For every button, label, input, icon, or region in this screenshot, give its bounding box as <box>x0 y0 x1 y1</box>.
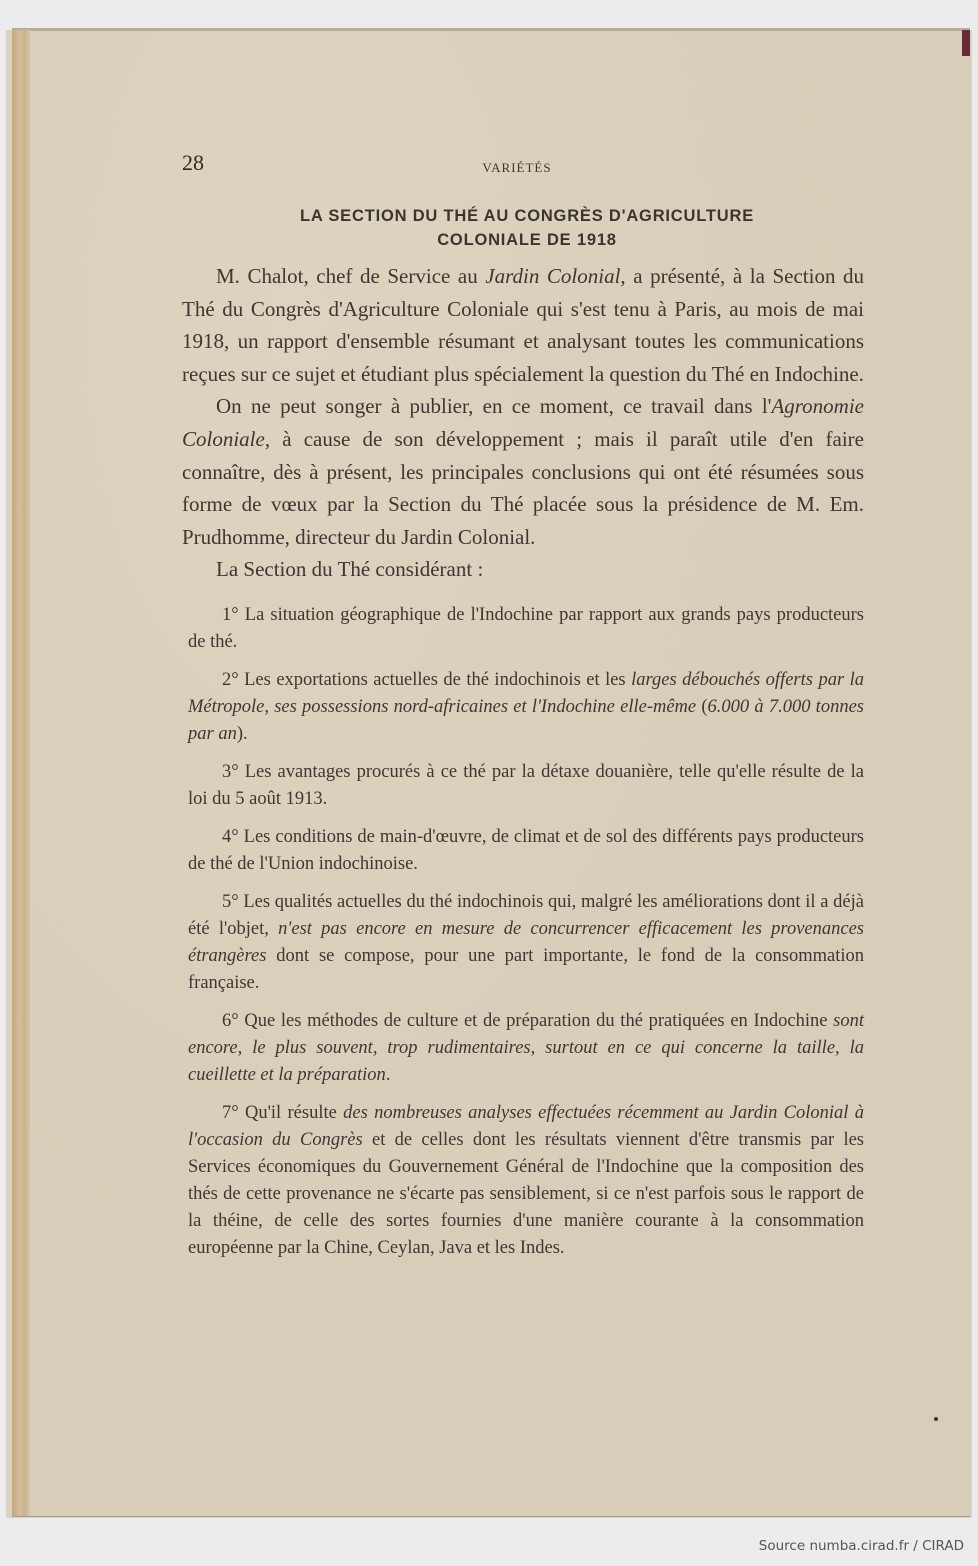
paragraph <box>170 553 864 586</box>
italic-text: des nombreuses analyses effectuées récemment au Jardin Colonial à l'occasion du Congrès <box>188 1102 864 1150</box>
text-segment: Qu'il résulte <box>238 1102 344 1123</box>
text-segment: . <box>385 1064 391 1085</box>
body-paragraphs <box>170 260 864 586</box>
text-segment: ( <box>696 696 708 717</box>
text-segment: , à cause de son développement ; mais il paraît utile d'en faire connaître, dès à présent, les principales conclusions qui ont été résumées sous forme de vœux par la Section du Thé placée sous la présidence de M. Em. Prudhomme, directeur du Jardin Colonial. <box>182 426 864 549</box>
text-segment: dont se compose, pour une part importante, le fond de la consommation française. <box>188 945 864 993</box>
section-label: VARIÉTÉS <box>482 160 552 175</box>
item-number: 1° <box>222 604 239 625</box>
text-segment: Les exportations actuelles de thé indochinois et les <box>238 669 632 690</box>
item-number: 5° <box>222 891 239 912</box>
text-segment: Les qualités actuelles du thé indochinois qui, malgré les améliorations dont il a déjà été l'objet, <box>188 891 864 939</box>
text-segment: M. Chalot, chef de Service au <box>216 264 486 288</box>
paragraph <box>170 260 864 390</box>
text-segment: La Section du Thé considérant : <box>216 557 484 582</box>
consideration-item <box>170 824 864 878</box>
consideration-item <box>170 1100 864 1262</box>
item-number: 7° <box>222 1102 239 1123</box>
text-segment: Que les méthodes de culture et de préparation du thé pratiquées en Indochine <box>238 1010 834 1031</box>
consideration-item <box>170 759 864 813</box>
consideration-item <box>170 667 864 748</box>
consideration-item <box>170 889 864 997</box>
article-title <box>170 204 864 252</box>
text-segment: Les conditions de main-d'œuvre, de climat et de sol des différents pays producteurs de thé de l'Union indochinoise. <box>188 826 864 874</box>
text-segment: et de celles dont les résultats viennent d'être transmis par les Services économiques du Gouvernement Général de l'Indochine que la composition des thés de cette provenance ne s'écarte pas sensiblement, si ce n'est parfois sous le rapport de la théine, de celle des sortes fournies d'une manière courante à la consommation européenne par la Chine, Ceylan, Java et les Indes. <box>188 1129 864 1258</box>
running-head <box>170 150 864 180</box>
italic-text: Jardin Colonial <box>485 264 621 288</box>
text-segment: La situation géographique de l'Indochine par rapport aux grands pays producteurs de thé. <box>188 604 864 652</box>
page-top-edge <box>12 28 970 31</box>
text-segment: Les avantages procurés à ce thé par la détaxe douanière, telle qu'elle résulte de la loi du 5 août 1913. <box>188 761 864 809</box>
text-segment: , a présenté, à la Section du Thé du Congrès d'Agriculture Coloniale qui s'est tenu à Paris, au mois de mai 1918, un rapport d'ensemble résumant et analysant toutes les communications reçues sur ce sujet et étudiant plus spécialement la question du Thé en Indochine. <box>182 264 865 386</box>
binding-tab <box>962 30 970 56</box>
title-line-1: LA SECTION DU THÉ AU CONGRÈS D'AGRICULTURE <box>300 207 754 225</box>
italic-text: Agronomie Coloniale <box>182 394 864 451</box>
paper-speck <box>934 1417 938 1421</box>
considerations-list <box>170 602 864 1262</box>
page-text <box>170 150 864 1262</box>
text-segment: ). <box>236 723 248 744</box>
page-left-edge <box>12 30 30 1516</box>
source-caption: Source numba.cirad.fr / CIRAD <box>758 1538 964 1554</box>
italic-text: sont encore, le plus souvent, trop rudimentaires, surtout en ce qui concerne la taille, la cueillette et la préparation <box>188 1010 864 1085</box>
italic-text: n'est pas encore en mesure de concurrencer efficacement les provenances étrangères <box>188 918 864 966</box>
item-number: 3° <box>222 761 239 782</box>
item-number: 6° <box>222 1010 239 1031</box>
paragraph <box>170 390 864 553</box>
item-number: 4° <box>222 826 239 847</box>
title-line-2: COLONIALE DE 1918 <box>437 231 617 249</box>
italic-text: larges débouchés offerts par la Métropole, ses possessions nord-africaines et l'Indochine elle-même <box>188 669 865 717</box>
page-number: 28 <box>182 150 204 175</box>
italic-text: 6.000 à 7.000 tonnes par an <box>188 696 864 744</box>
item-number: 2° <box>222 669 239 690</box>
consideration-item <box>170 1008 864 1089</box>
text-segment: On ne peut songer à publier, en ce moment, ce travail dans l' <box>216 394 772 419</box>
consideration-item <box>170 602 864 656</box>
